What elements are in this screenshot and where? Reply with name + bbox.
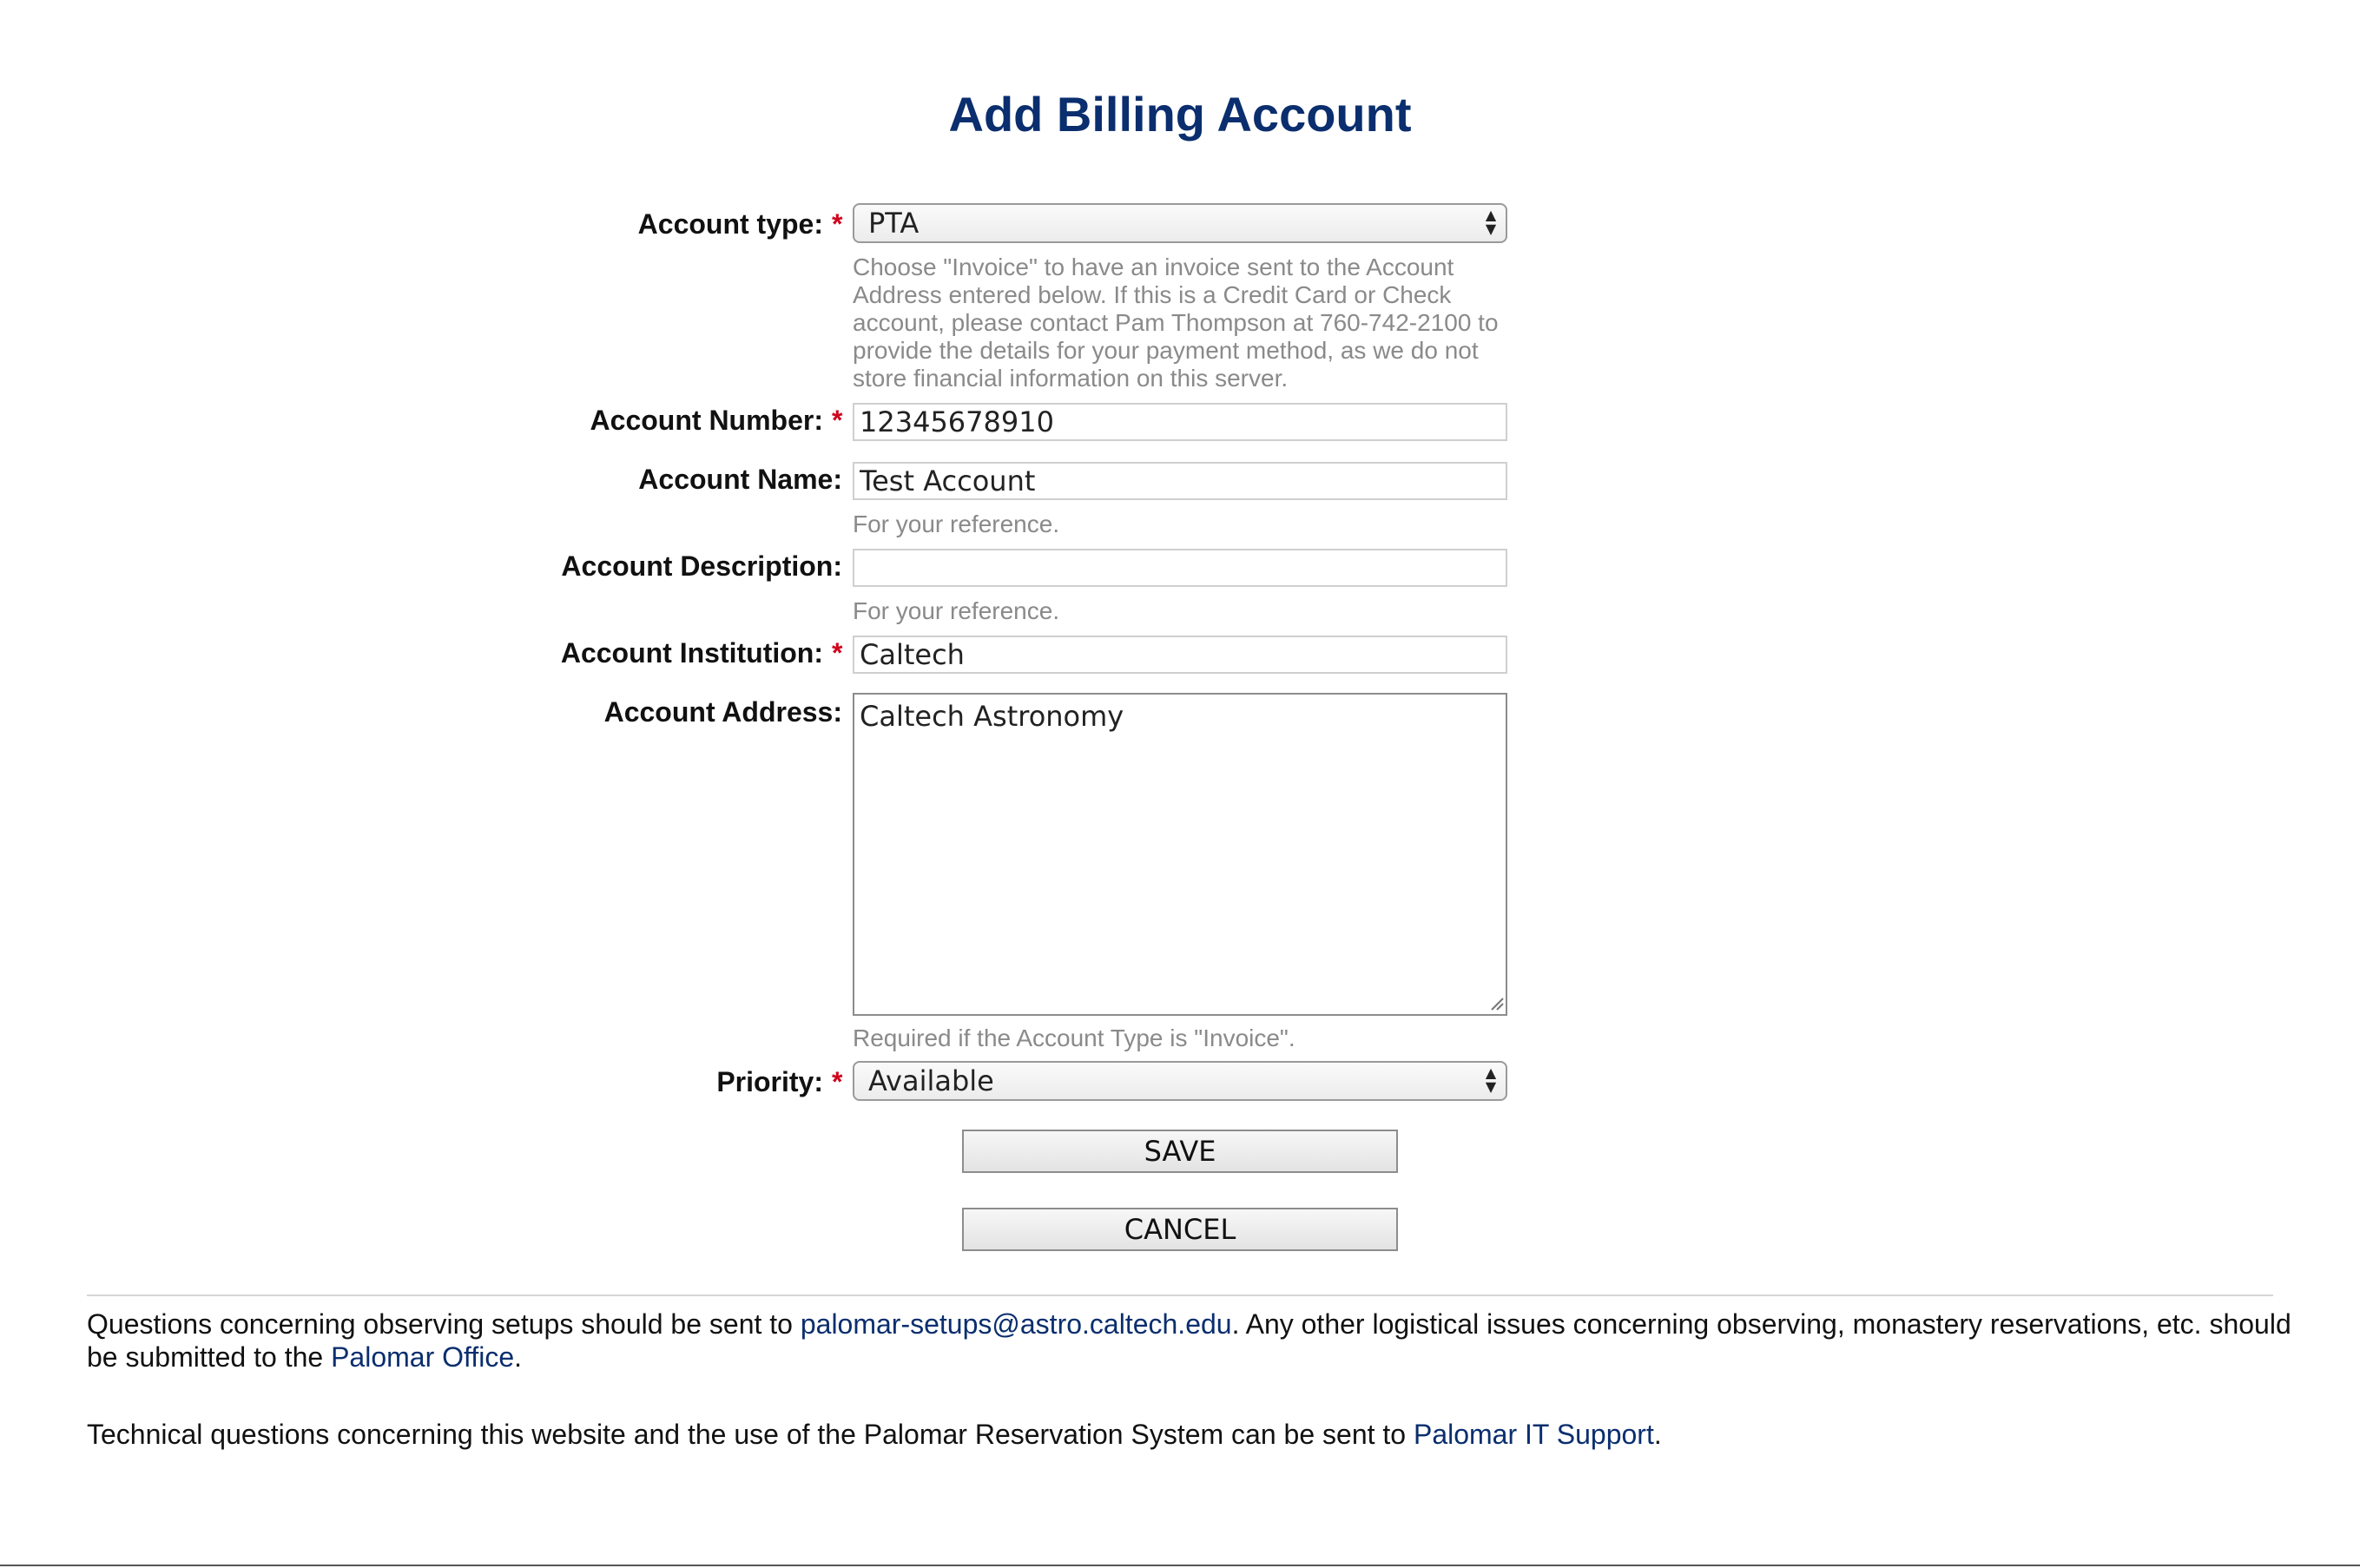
footer-paragraph-support bbox=[87, 1418, 2310, 1451]
required-mark: * bbox=[832, 208, 843, 240]
account-address-label: Account Address: bbox=[603, 696, 842, 728]
required-mark: * bbox=[832, 637, 843, 669]
footer-text: . bbox=[514, 1341, 522, 1373]
footer-paragraph-setups bbox=[87, 1308, 2310, 1374]
account-description-label: Account Description: bbox=[561, 550, 842, 582]
up-down-arrows-icon: ▲ ▼ bbox=[1485, 207, 1497, 237]
account-type-value: PTA bbox=[868, 207, 920, 240]
footer-text: Questions concerning observing setups should be sent to bbox=[87, 1308, 801, 1340]
account-address-help: Required if the Account Type is "Invoice". bbox=[853, 1024, 1295, 1051]
palomar-it-support-link[interactable]: Palomar IT Support bbox=[1413, 1419, 1654, 1450]
required-mark: * bbox=[832, 1066, 843, 1097]
account-name-input[interactable] bbox=[853, 462, 1507, 500]
priority-value: Available bbox=[868, 1064, 994, 1097]
bottom-border bbox=[0, 1565, 2360, 1566]
account-number-input[interactable] bbox=[853, 403, 1507, 441]
setups-email-link[interactable]: palomar-setups@astro.caltech.edu bbox=[800, 1308, 1232, 1340]
save-button[interactable]: SAVE bbox=[962, 1130, 1398, 1173]
footer-divider bbox=[87, 1295, 2273, 1296]
priority-label: Priority: bbox=[716, 1066, 823, 1097]
cancel-button[interactable]: CANCEL bbox=[962, 1208, 1398, 1251]
account-institution-label: Account Institution: bbox=[560, 637, 823, 669]
account-description-input[interactable] bbox=[853, 549, 1507, 587]
up-down-arrows-icon: ▲ ▼ bbox=[1485, 1064, 1497, 1095]
page-title: Add Billing Account bbox=[948, 87, 1412, 142]
account-address-textarea[interactable] bbox=[853, 693, 1507, 1016]
account-type-select[interactable] bbox=[853, 203, 1507, 243]
palomar-office-link[interactable]: Palomar Office bbox=[331, 1341, 515, 1373]
account-description-help: For your reference. bbox=[853, 597, 1060, 624]
account-type-help: Choose "Invoice" to have an invoice sent to the Account Address entered below. If this is a Credit Card or Check account, please contact Pam Thompson at 760-742-2100 to provide the details for your payment method, as we do not store financial information on this server. bbox=[853, 254, 1499, 392]
priority-select[interactable] bbox=[853, 1061, 1507, 1101]
resize-grip-icon[interactable] bbox=[1488, 995, 1504, 1011]
footer-text: . bbox=[1653, 1419, 1662, 1450]
account-institution-input[interactable] bbox=[853, 636, 1507, 674]
account-type-label: Account type: bbox=[637, 208, 823, 240]
account-number-label: Account Number: bbox=[590, 405, 823, 436]
footer-text: . Any other logistical issues concerning observing, monastery reservations, etc. should be submitted to the bbox=[87, 1308, 2291, 1373]
required-mark: * bbox=[832, 405, 843, 436]
account-name-help: For your reference. bbox=[853, 511, 1060, 537]
account-name-label: Account Name: bbox=[638, 464, 842, 495]
footer-text: Technical questions concerning this website and the use of the Palomar Reservation System can be sent to bbox=[87, 1419, 1414, 1450]
